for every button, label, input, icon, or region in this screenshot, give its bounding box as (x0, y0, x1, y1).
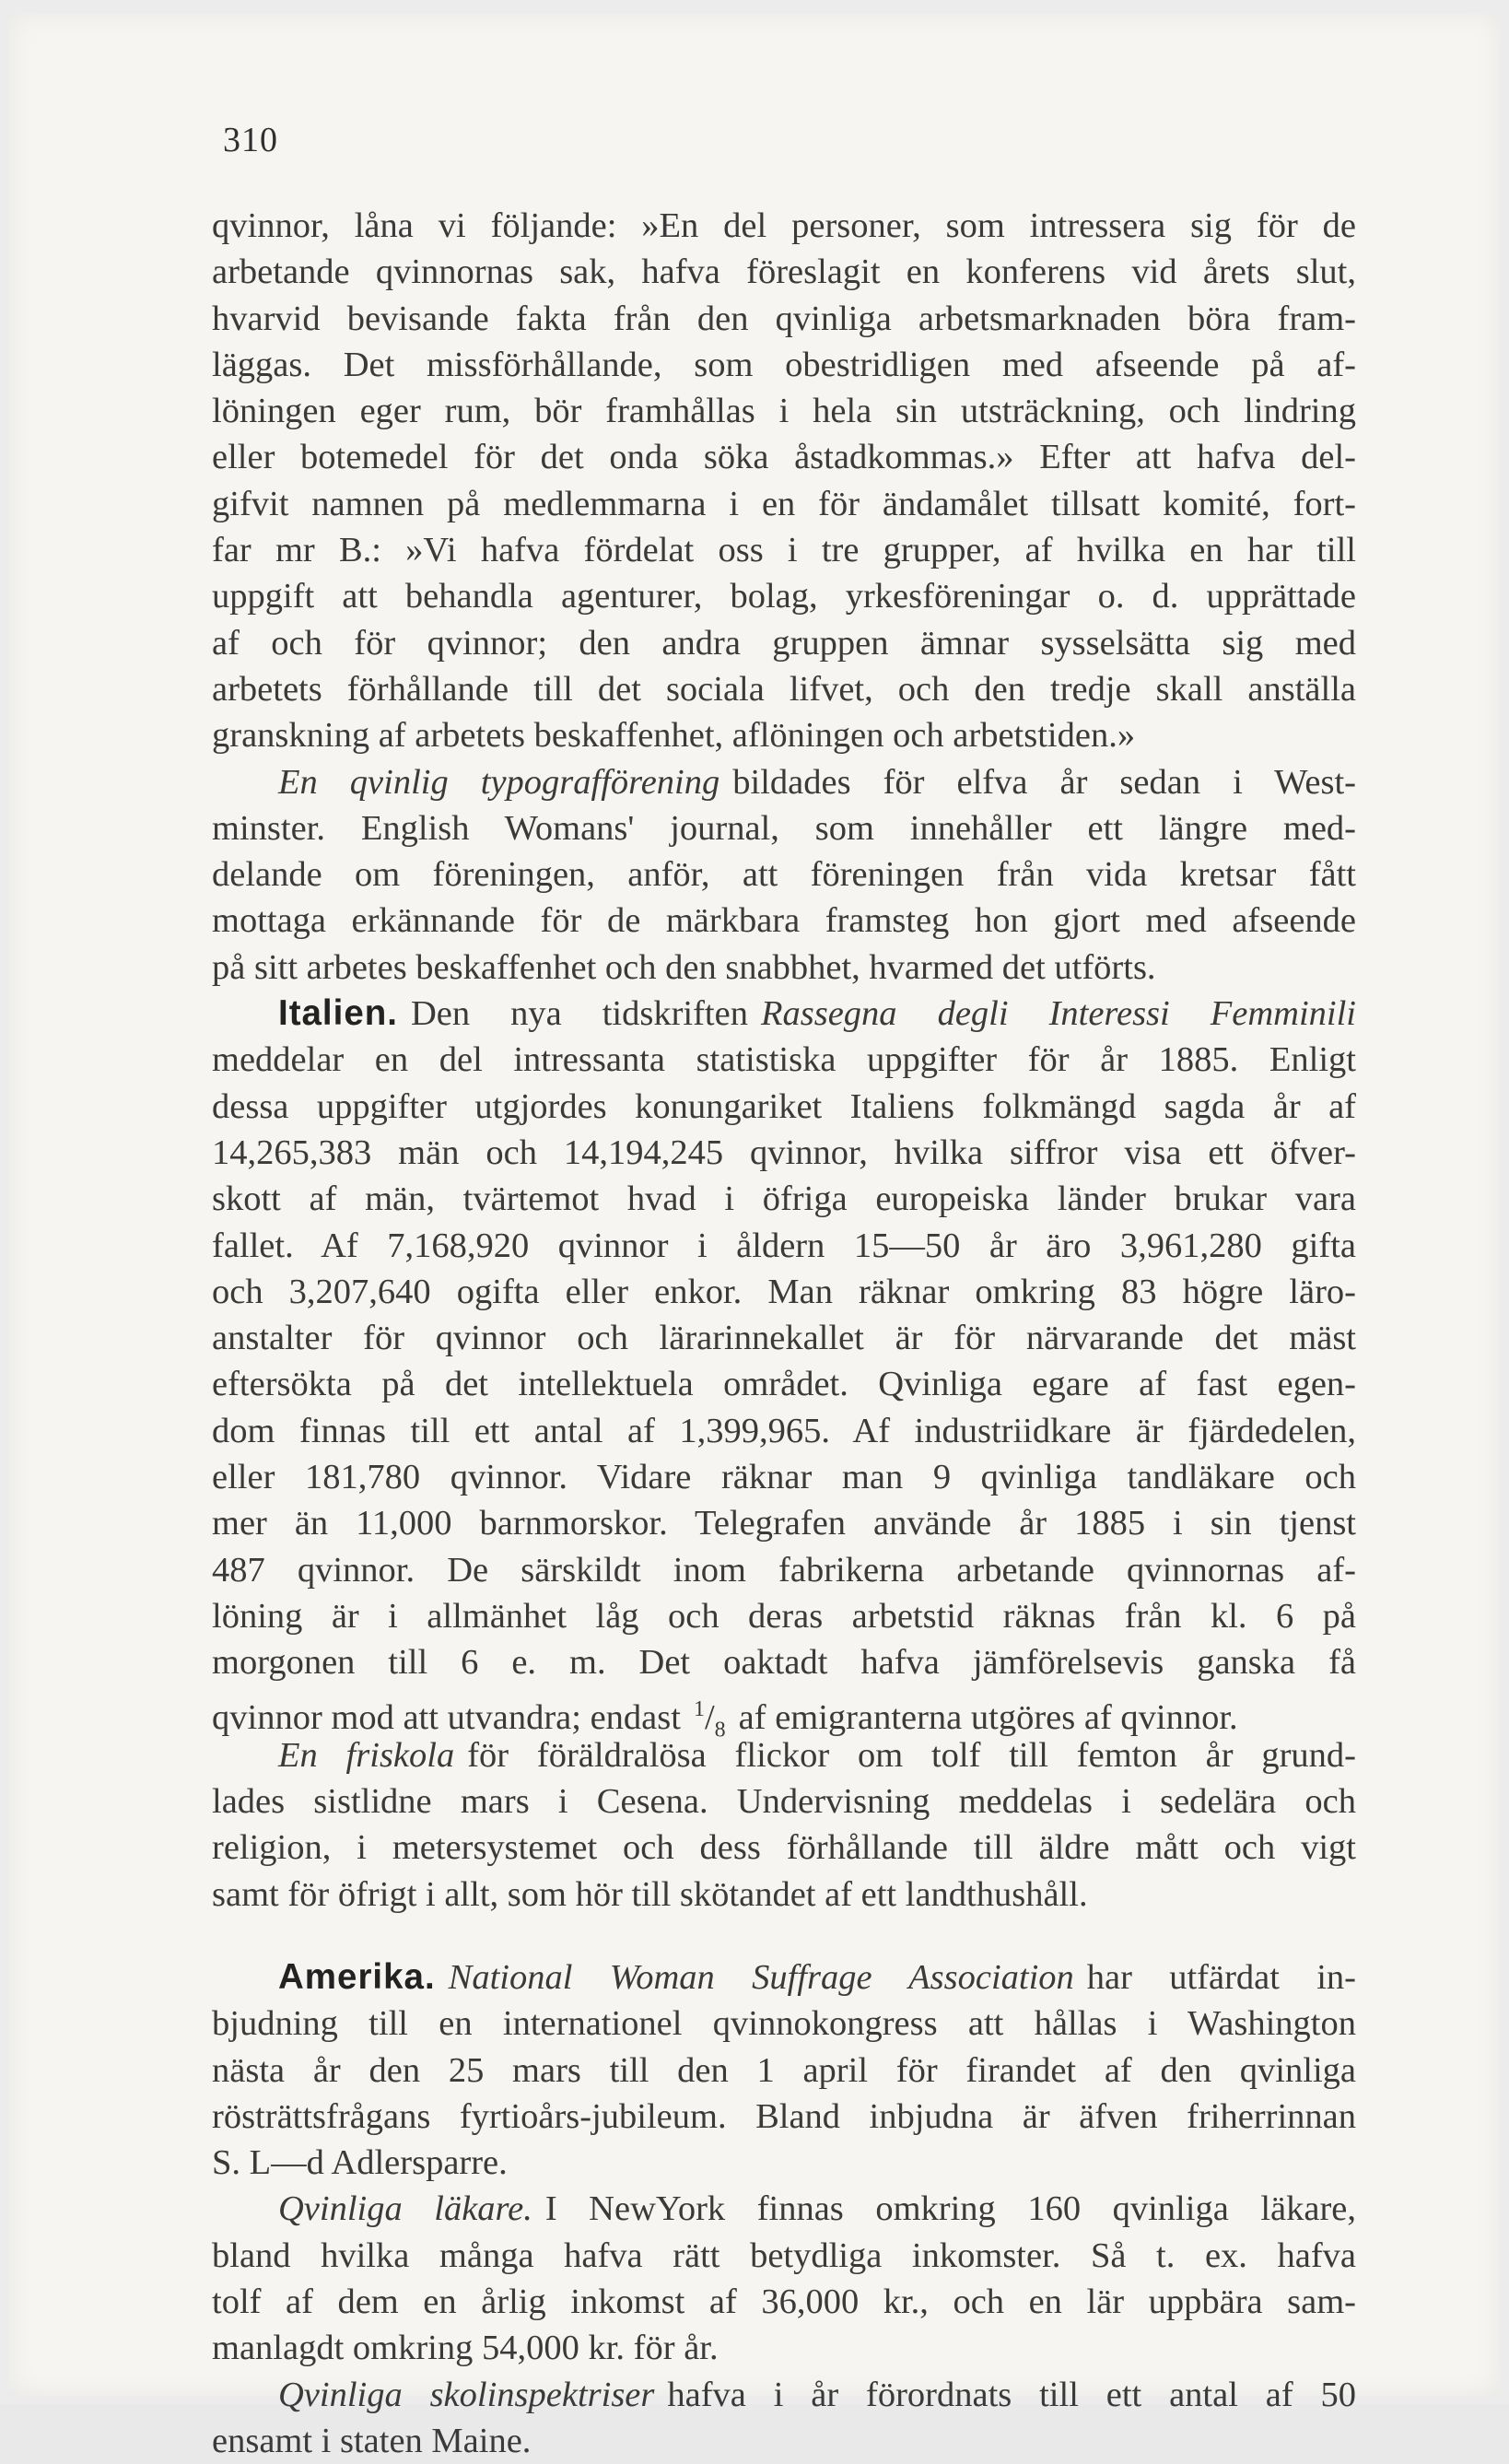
text-line: löning är i allmänhet låg och deras arbetstid räknas från kl. 6 på (212, 1596, 1356, 1636)
text-line: på sitt arbetes beskaffenhet och den snabbhet, hvarmed det utförts. (212, 947, 1156, 987)
text-line: fallet. Af 7,168,920 qvinnor i åldern 15—50 år äro 3,961,280 gifta (212, 1226, 1356, 1265)
section-lakare: Qvinliga läkare. I NewYork finnas omkring 160 qvinliga läkare, (278, 2189, 1356, 2229)
section-title: En friskola (278, 1735, 455, 1775)
book-page (9, 13, 1500, 2460)
text-line: samt för öfrigt i allt, som hör till skötandet af ett landthushåll. (212, 1874, 1088, 1914)
text-line: minster. English Womans' journal, som innehåller ett längre med- (212, 808, 1356, 848)
text-line: och 3,207,640 ogifta eller enkor. Man räknar omkring 83 högre läro- (212, 1272, 1356, 1311)
text-line: meddelar en del intressanta statistiska uppgifter för år 1885. Enligt (212, 1040, 1356, 1080)
text-line: religion, i metersystemet och dess förhållande till äldre mått och vigt (212, 1828, 1356, 1868)
text-line-fraction: qvinnor mod att utvandra; endast $^1/_8$ af emigranterna utgöres af qvinnor. (212, 1696, 1238, 1742)
text-line: anstalter för qvinnor och lärarinnekallet är för närvarande det mäst (212, 1319, 1356, 1358)
text-line: 14,265,383 män och 14,194,245 qvinnor, hvilka siffror visa ett öfver- (212, 1132, 1356, 1172)
page-number: 310 (223, 121, 278, 159)
text-line: eller 181,780 qvinnor. Vidare räknar man 9 qvinliga tandläkare och (212, 1458, 1356, 1497)
text-line: bland hvilka många hafva rätt betydliga inkomster. Så t. ex. hafva (212, 2235, 1356, 2275)
section-typografforening: En qvinlig typografförening bildades för elfva år sedan i West- (278, 762, 1356, 802)
text-line: mer än 11,000 barnmorskor. Telegrafen använde år 1885 i sin tjenst (212, 1504, 1356, 1543)
text-line: hvarvid bevisande fakta från den qvinliga arbetsmarknaden böra fram- (212, 299, 1356, 338)
section-italien: Italien. Den nya tidskriften Rassegna degli Interessi Femminili (278, 993, 1357, 1034)
section-title: Qvinliga läkare. (278, 2189, 532, 2229)
text-line: nästa år den 25 mars till den 1 april för firandet af den qvinliga (212, 2050, 1356, 2090)
section-heading: Italien. (278, 993, 398, 1034)
text-line: lades sistlidne mars i Cesena. Undervisning meddelas i sedelära och (212, 1782, 1356, 1822)
text-line: S. L—d Adlersparre. (212, 2143, 508, 2183)
text-line: gifvit namnen på medlemmarna i en för ändamålet tillsatt komité, fort- (212, 484, 1356, 523)
text-line: morgonen till 6 e. m. Det oaktadt hafva jämförelsevis ganska få (212, 1643, 1356, 1683)
text-line: far mr B.: »Vi hafva fördelat oss i tre grupper, af hvilka en har till (212, 531, 1356, 570)
section-title: En qvinlig typografförening (278, 762, 720, 802)
text-line: löningen eger rum, bör framhållas i hela sin utsträckning, och lindring (212, 392, 1356, 431)
section-heading: Amerika. (278, 1956, 436, 1997)
section-title: Qvinliga skolinspektriser (278, 2375, 655, 2414)
text-line: bjudning till en internationel qvinnokongress att hållas i Washington (212, 2004, 1356, 2044)
text-line: delande om föreningen, anför, att föreningen från vida kretsar fått (212, 855, 1356, 895)
text-line: arbetande qvinnornas sak, hafva föreslagit en konferens vid årets slut, (212, 252, 1356, 292)
text-line: qvinnor, låna vi följande: »En del personer, som intressera sig för de (212, 206, 1356, 245)
text-line: dessa uppgifter utgjordes konungariket Italiens folkmängd sagda år af (212, 1086, 1356, 1126)
text-line: arbetets förhållande till det sociala lifvet, och den tredje skall anställa (212, 669, 1356, 709)
text-line: 487 qvinnor. De särskildt inom fabrikerna arbetande qvinnornas af- (212, 1550, 1356, 1590)
text-line: eftersökta på det intellektuela området. Qvinliga egare af fast egen- (212, 1365, 1356, 1404)
text-line: manlagdt omkring 54,000 kr. för år. (212, 2329, 719, 2368)
text-line: af och för qvinnor; den andra gruppen ämnar sysselsätta sig med (212, 623, 1356, 663)
organization-name: National Woman Suffrage Association (448, 1957, 1074, 1997)
journal-title: Rassegna degli Interessi Femminili (760, 994, 1357, 1034)
section-skolinspektriser: Qvinliga skolinspektriser hafva i år förordnats till ett antal af 50 (278, 2375, 1356, 2414)
section-friskola: En friskola för föräldralösa flickor om tolf till femton år grund- (278, 1735, 1356, 1775)
text-line: tolf af dem en årlig inkomst af 36,000 kr., och en lär uppbära sam- (212, 2282, 1356, 2322)
text-line: läggas. Det missförhållande, som obestridligen med afseende på af- (212, 345, 1356, 384)
text-line: ensamt i staten Maine. (212, 2421, 532, 2460)
text-line: granskning af arbetets beskaffenhet, aflöningen och arbetstiden.» (212, 716, 1136, 756)
page-body (212, 203, 1356, 2464)
text-line: dom finnas till ett antal af 1,399,965. Af industriidkare är fjärdedelen, (212, 1411, 1356, 1450)
text-line: eller botemedel för det onda söka åstadkommas.» Efter att hafva del- (212, 438, 1356, 477)
text-line: uppgift att behandla agenturer, bolag, yrkesföreningar o. d. upprättade (212, 577, 1356, 616)
text-line: rösträttsfrågans fyrtioårs-jubileum. Bland inbjudna är äfven friherrinnan (212, 2096, 1356, 2136)
text-line: mottaga erkännande för de märkbara framsteg hon gjort med afseende (212, 901, 1356, 941)
section-amerika: Amerika. National Woman Suffrage Association har utfärdat in- (278, 1956, 1356, 1997)
text-line: skott af män, tvärtemot hvad i öfriga europeiska länder brukar vara (212, 1179, 1356, 1219)
